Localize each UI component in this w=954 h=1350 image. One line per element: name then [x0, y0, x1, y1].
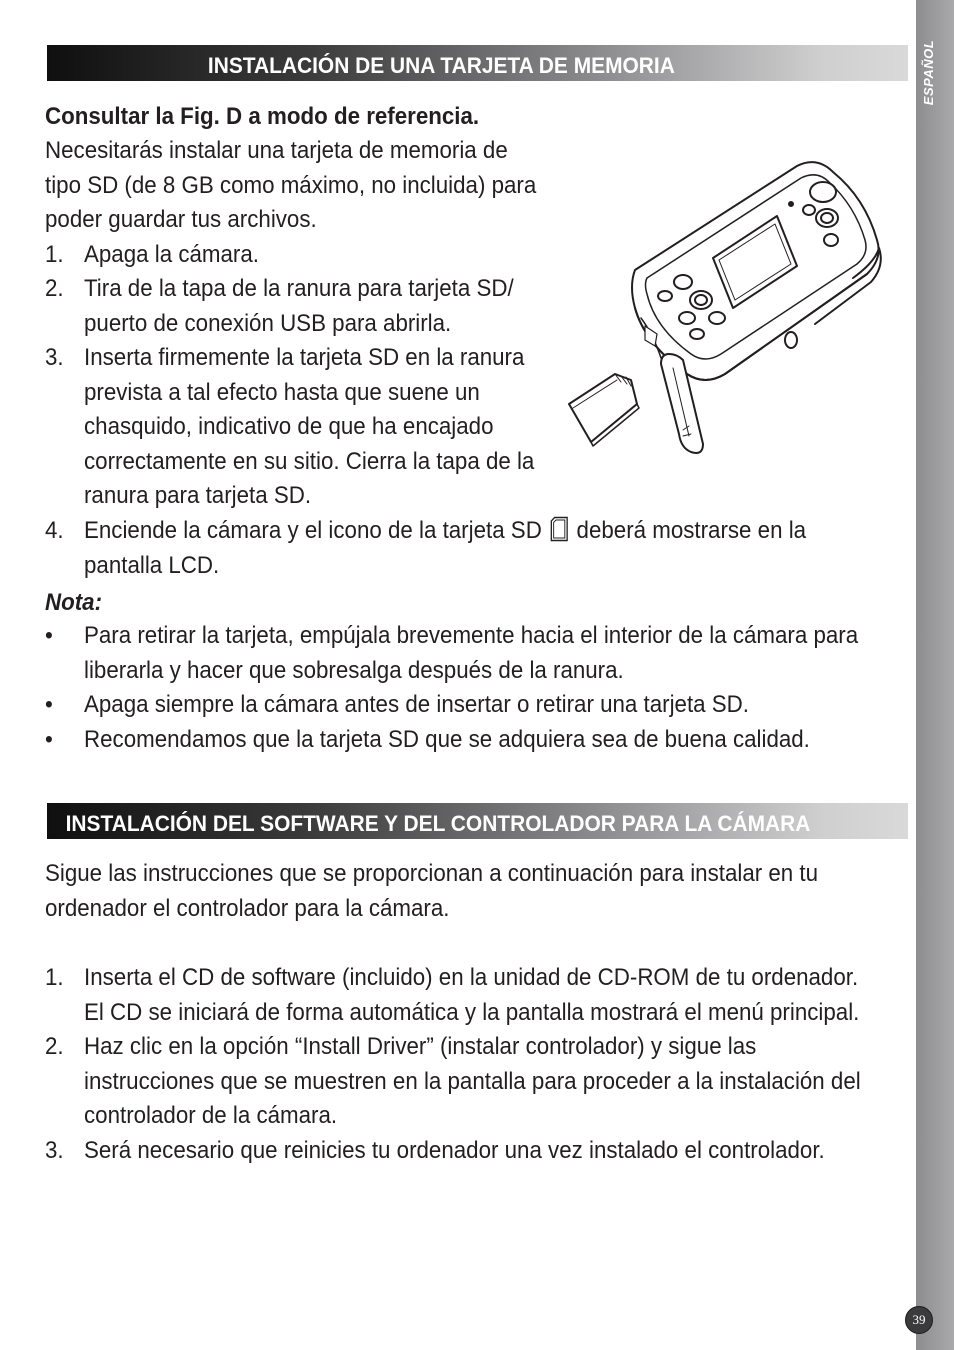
step-number: 2. — [45, 1033, 64, 1060]
section-header-software-driver — [47, 803, 908, 839]
bullet-marker: • — [45, 691, 53, 718]
step-text: Inserta firmemente la tarjeta SD en la ranura — [84, 344, 525, 371]
section-title: INSTALACIÓN DEL SOFTWARE Y DEL CONTROLADOR PARA LA CÁMARA — [65, 811, 811, 836]
page-number: 39 — [905, 1306, 933, 1334]
bullet-text: liberarla y hacer que sobresalga después de la ranura. — [84, 657, 624, 684]
step-text: El CD se iniciará de forma automática y la pantalla mostrará el menú principal. — [84, 999, 860, 1026]
section-title: INSTALACIÓN DE UNA TARJETA DE MEMORIA — [207, 53, 675, 78]
language-side-tab — [916, 0, 954, 1350]
step-text: Será necesario que reinicies tu ordenador una vez instalado el controlador. — [84, 1137, 825, 1164]
bullet-text: Apaga siempre la cámara antes de insertar o retirar una tarjeta SD. — [84, 691, 749, 718]
step-text: controlador de la cámara. — [84, 1102, 338, 1129]
step-number: 1. — [45, 241, 64, 268]
step-number: 4. — [45, 517, 64, 544]
reference-lead: Consultar la Fig. D a modo de referencia. — [45, 103, 480, 130]
step-number: 3. — [45, 1137, 64, 1164]
step-text: correctamente en su sitio. Cierra la tapa de la — [84, 448, 535, 475]
step-text: Inserta el CD de software (incluido) en la unidad de CD-ROM de tu ordenador. — [84, 964, 859, 991]
step-text: Enciende la cámara y el icono de la tarjeta SD deberá mostrarse en la — [84, 517, 807, 544]
language-side-label: ESPAÑOL — [921, 39, 937, 105]
section-header-memory-card — [47, 45, 908, 81]
step-number: 1. — [45, 964, 64, 991]
bullet-marker: • — [45, 726, 53, 753]
step-text: instrucciones que se muestren en la pantalla para proceder a la instalación del — [84, 1068, 861, 1095]
bullet-marker: • — [45, 622, 53, 649]
step-text: prevista a tal efecto hasta que suene un — [84, 379, 480, 406]
intro-line: poder guardar tus archivos. — [45, 206, 317, 233]
step-text: ranura para tarjeta SD. — [84, 482, 312, 509]
step-text: pantalla LCD. — [84, 552, 220, 579]
step-number: 2. — [45, 275, 64, 302]
intro-line: ordenador el controlador para la cámara. — [45, 895, 450, 922]
intro-line: Sigue las instrucciones que se proporcionan a continuación para instalar en tu — [45, 860, 819, 887]
step-number: 3. — [45, 344, 64, 371]
sd-card-icon — [550, 516, 569, 542]
note-heading: Nota: — [45, 589, 103, 616]
bullet-text: Para retirar la tarjeta, empújala brevemente hacia el interior de la cámara para — [84, 622, 859, 649]
step-text: Tira de la tapa de la ranura para tarjeta SD/ — [84, 275, 514, 302]
step-text: puerto de conexión USB para abrirla. — [84, 310, 452, 337]
bullet-text: Recomendamos que la tarjeta SD que se adquiera sea de buena calidad. — [84, 726, 810, 753]
intro-line: tipo SD (de 8 GB como máximo, no incluida) para — [45, 172, 537, 199]
step-text: chasquido, indicativo de que ha encajado — [84, 413, 494, 440]
intro-line: Necesitarás instalar una tarjeta de memoria de — [45, 137, 508, 164]
step-text: Apaga la cámara. — [84, 241, 259, 268]
step-text: Haz clic en la opción “Install Driver” (instalar controlador) y sigue las — [84, 1033, 757, 1060]
camera-sd-card-illustration — [565, 158, 895, 458]
